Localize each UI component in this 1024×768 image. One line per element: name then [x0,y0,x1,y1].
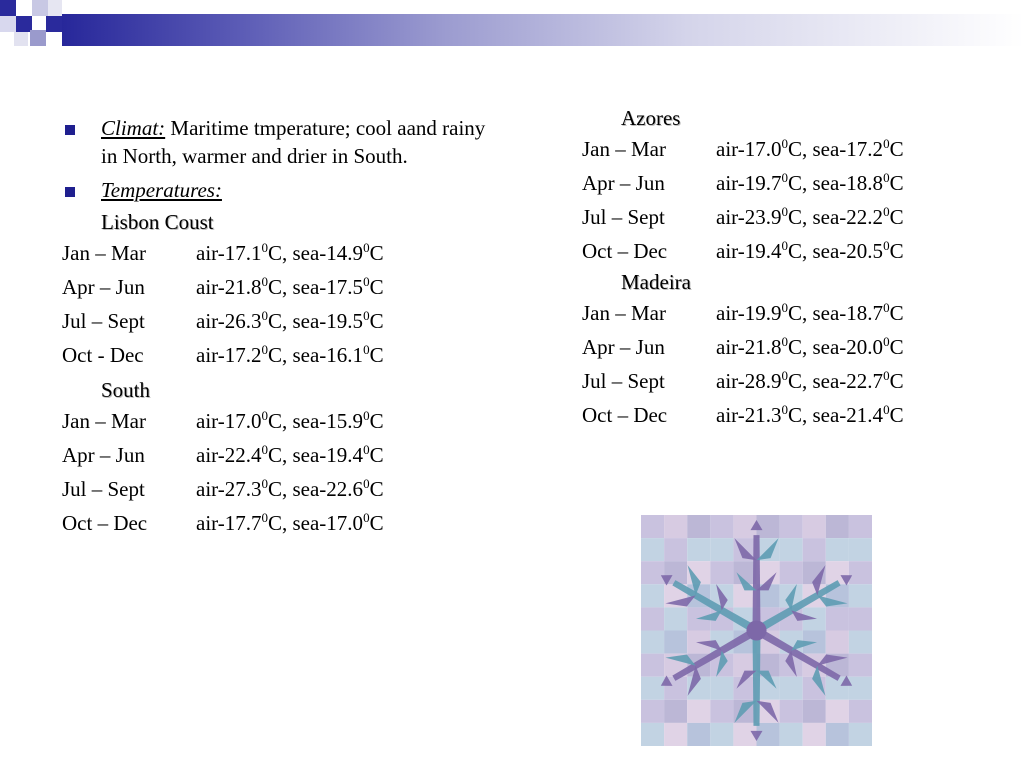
sea-value: C, sea-22.2 [787,205,884,229]
quilt-tile [641,607,664,630]
quilt-tile [849,677,872,700]
quilt-tile [664,538,687,561]
left-column [62,114,532,540]
climate-bullet [62,114,501,170]
unit-c: C [889,137,904,161]
unit-c: C [889,171,904,195]
unit-c: C [889,403,904,427]
air-value: air-19.4 [716,239,782,263]
quilt-tile [849,607,872,630]
air-value: air-22.4 [196,443,262,467]
quilt-tile [780,538,803,561]
quilt-tile [664,607,687,630]
unit-c: C [889,369,904,393]
quilt-tile [641,677,664,700]
degree-mark: 0 [261,442,268,457]
period-label: Jul – Sept [62,309,145,333]
period-label: Jul – Sept [582,369,665,393]
degree-mark: 0 [363,442,370,457]
air-value: air-19.7 [716,171,782,195]
period-label: Jan – Mar [62,241,146,265]
unit-c: C [369,275,384,299]
unit-c: C [889,239,904,263]
deco-square [32,0,48,16]
quilt-tile [803,515,826,538]
unit-c: C [889,335,904,359]
quilt-tile [641,654,664,677]
quilt-tile [780,561,803,584]
sea-value: C, sea-19.4 [267,443,364,467]
degree-mark: 0 [261,408,268,423]
group-heading: South [101,378,151,402]
degree-mark: 0 [883,238,890,253]
degree-mark: 0 [363,408,370,423]
quilt-tile [687,723,710,746]
right-temperature-groups [582,104,1002,432]
air-value: air-23.9 [716,205,782,229]
degree-mark: 0 [781,300,788,315]
period-label: Apr – Jun [62,443,145,467]
unit-c: C [369,511,384,535]
quilt-tile [780,723,803,746]
sea-value: C, sea-14.9 [267,241,364,265]
quilt-tile [849,700,872,723]
degree-mark: 0 [781,238,788,253]
degree-mark: 0 [261,274,268,289]
period-label: Apr – Jun [62,275,145,299]
quilt-tile [641,561,664,584]
period-label: Jan – Mar [582,301,666,325]
quilt-tile [803,538,826,561]
sea-value: C, sea-18.8 [787,171,884,195]
sea-value: C, sea-22.7 [787,369,884,393]
climate-text: Maritime tmperature; cool aand rainy in North, warmer and drier in South. [101,116,486,168]
temperature-row [62,270,532,304]
group-heading: Lisbon Coust [101,210,214,234]
quilt-tile [687,700,710,723]
temperature-row [582,296,1002,330]
quilt-tile [849,561,872,584]
temperature-row [62,236,532,270]
degree-mark: 0 [883,368,890,383]
temperature-row [582,364,1002,398]
quilt-tile [710,538,733,561]
degree-mark: 0 [781,136,788,151]
unit-c: C [889,205,904,229]
sea-value: C, sea-16.1 [267,343,364,367]
quilt-tile [826,723,849,746]
deco-square [30,30,46,46]
quilt-tile [641,723,664,746]
header-decoration [0,0,1024,46]
period-label: Jan – Mar [62,409,146,433]
quilt-tile [641,515,664,538]
climate-title: Climat: [101,116,166,140]
degree-mark: 0 [363,476,370,491]
quilt-tile [710,561,733,584]
sea-value: C, sea-17.5 [267,275,364,299]
group-heading: Madeira [621,270,691,294]
temperature-row [582,234,1002,268]
period-label: Apr – Jun [582,335,665,359]
bullet-square-icon [65,187,75,197]
quilt-tile [826,631,849,654]
air-value: air-17.2 [196,343,262,367]
quilt-tile [710,515,733,538]
air-value: air-17.1 [196,241,262,265]
quilt-tile [664,700,687,723]
degree-mark: 0 [883,170,890,185]
quilt-tile [826,538,849,561]
degree-mark: 0 [363,342,370,357]
bullet-square-icon [65,125,75,135]
quilt-tile [710,723,733,746]
period-label: Oct – Dec [62,511,148,535]
degree-mark: 0 [781,368,788,383]
air-value: air-21.8 [196,275,262,299]
sea-value: C, sea-17.2 [787,137,884,161]
period-label: Oct – Dec [582,403,668,427]
temperature-row [62,472,532,506]
degree-mark: 0 [363,240,370,255]
sea-value: C, sea-20.0 [787,335,884,359]
snowflake-branch [752,631,760,726]
degree-mark: 0 [363,510,370,525]
degree-mark: 0 [261,240,268,255]
degree-mark: 0 [781,402,788,417]
period-label: Oct - Dec [62,343,144,367]
temperatures-title: Temperatures: [101,178,222,202]
unit-c: C [369,409,384,433]
deco-square [14,32,28,46]
temperature-row [582,166,1002,200]
temperature-row [582,398,1002,432]
unit-c: C [369,477,384,501]
quilt-tile [687,538,710,561]
quilt-tile [664,515,687,538]
period-label: Jul – Sept [62,477,145,501]
temperature-row [62,438,532,472]
sea-value: C, sea-17.0 [267,511,364,535]
period-label: Jul – Sept [582,205,665,229]
quilt-tile [849,515,872,538]
quilt-tile [849,584,872,607]
temperature-row [582,132,1002,166]
air-value: air-28.9 [716,369,782,393]
air-value: air-27.3 [196,477,262,501]
temperature-row [62,404,532,438]
temperature-row [582,200,1002,234]
degree-mark: 0 [261,342,268,357]
deco-square [0,0,16,16]
quilt-tile [849,538,872,561]
unit-c: C [369,343,384,367]
quilt-tile [849,631,872,654]
degree-mark: 0 [883,204,890,219]
air-value: air-17.7 [196,511,262,535]
air-value: air-21.3 [716,403,782,427]
sea-value: C, sea-18.7 [787,301,884,325]
quilt-tile [780,700,803,723]
period-label: Jan – Mar [582,137,666,161]
quilt-tile [641,700,664,723]
quilt-tile [710,677,733,700]
unit-c: C [889,301,904,325]
quilt-tile [687,515,710,538]
period-label: Oct – Dec [582,239,668,263]
quilt-tile [780,677,803,700]
air-value: air-26.3 [196,309,262,333]
snowflake-center [746,620,766,640]
quilt-tile [664,723,687,746]
quilt-tile [803,723,826,746]
degree-mark: 0 [781,334,788,349]
snowflake-branch [752,535,760,630]
header-gradient-bar [62,14,1024,46]
quilt-tile [826,515,849,538]
quilt-tile [826,700,849,723]
degree-mark: 0 [363,308,370,323]
degree-mark: 0 [883,136,890,151]
quilt-tile [826,607,849,630]
period-label: Apr – Jun [582,171,665,195]
deco-square [0,16,16,32]
deco-square [46,16,62,32]
quilt-tile [641,538,664,561]
temperature-row [62,338,532,372]
sea-value: C, sea-22.6 [267,477,364,501]
sea-value: C, sea-15.9 [267,409,364,433]
air-value: air-21.8 [716,335,782,359]
degree-mark: 0 [781,204,788,219]
quilt-tile [641,584,664,607]
degree-mark: 0 [363,274,370,289]
left-temperature-groups [62,208,532,540]
air-value: air-19.9 [716,301,782,325]
quilt-tile [710,700,733,723]
quilt-tile [780,515,803,538]
quilt-tile [803,700,826,723]
degree-mark: 0 [883,300,890,315]
air-value: air-17.0 [716,137,782,161]
degree-mark: 0 [883,402,890,417]
right-column [582,104,1002,432]
temperature-row [62,304,532,338]
snowflake-quilt-icon [641,515,872,746]
deco-square [48,0,62,16]
sea-value: C, sea-20.5 [787,239,884,263]
unit-c: C [369,443,384,467]
group-heading: Azores [621,106,681,130]
temperatures-bullet [62,176,532,204]
quilt-tile [849,723,872,746]
degree-mark: 0 [261,476,268,491]
quilt-tile [849,654,872,677]
unit-c: C [369,241,384,265]
unit-c: C [369,309,384,333]
quilt-tile [641,631,664,654]
degree-mark: 0 [781,170,788,185]
degree-mark: 0 [261,308,268,323]
sea-value: C, sea-21.4 [787,403,884,427]
air-value: air-17.0 [196,409,262,433]
quilt-tile [664,631,687,654]
sea-value: C, sea-19.5 [267,309,364,333]
degree-mark: 0 [261,510,268,525]
temperature-row [62,506,532,540]
degree-mark: 0 [883,334,890,349]
temperature-row [582,330,1002,364]
